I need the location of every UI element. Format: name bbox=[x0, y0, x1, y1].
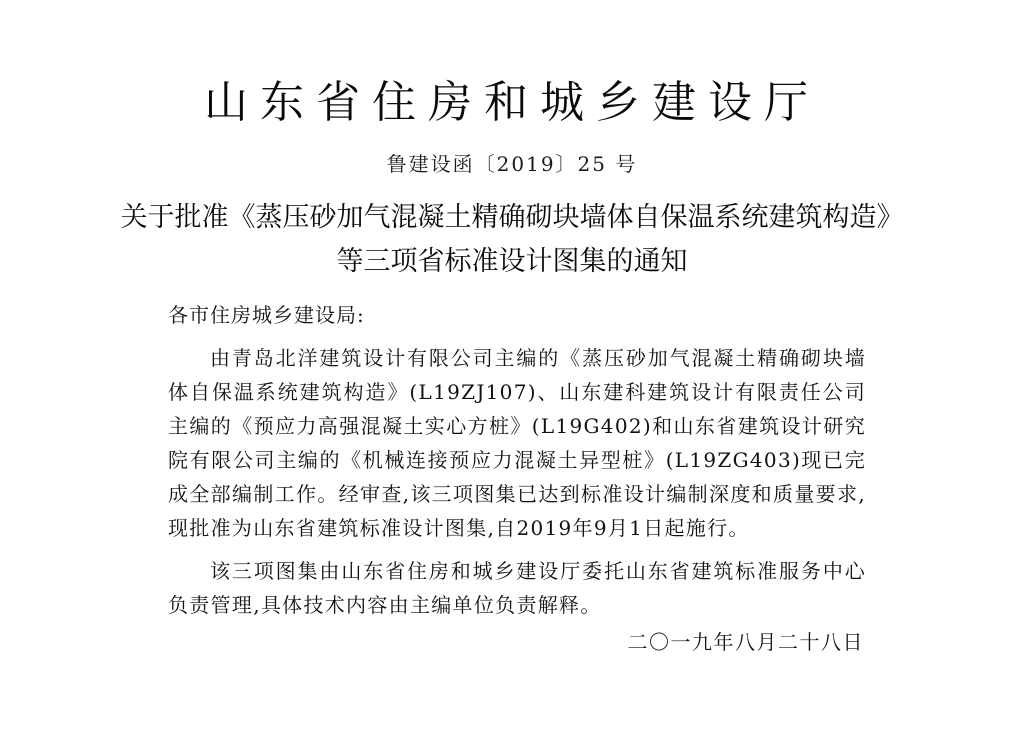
issue-date: 二〇一九年八月二十八日 bbox=[627, 630, 864, 654]
notice-title-line-2: 等三项省标准设计图集的通知 bbox=[336, 246, 688, 277]
salutation: 各市住房城乡建设局: bbox=[168, 303, 365, 327]
body-paragraph-1: 由青岛北洋建筑设计有限公司主编的《蒸压砂加气混凝土精确砌块墙体自保温系统建筑构造》(L19ZJ107)、山东建科建筑设计有限责任公司主编的《预应力高强混凝土实心方桩》(L19G402)和山东省建筑设计研究院有限公司主编的《机械连接预应力混凝土异型桩》(L19ZG403)现已完成全部编制工作。经审查,该三项图集已达到标准设计编制深度和质量要求,现批准为山东省建筑标准设计图集,自2019年9月1日起施行。 bbox=[168, 346, 866, 540]
agency-title: 山东省住房和城乡建设厅 bbox=[204, 77, 820, 128]
notice-title-line-1: 关于批准《蒸压砂加气混凝土精确砌块墙体自保温系统建筑构造》 bbox=[120, 202, 904, 233]
notice-title bbox=[60, 196, 964, 284]
body-paragraph-2: 该三项图集由山东省住房和城乡建设厅委托山东省建筑标准服务中心负责管理,具体技术内容由主编单位负责解释。 bbox=[168, 559, 866, 617]
document-number: 鲁建设函〔2019〕25 号 bbox=[386, 152, 638, 176]
